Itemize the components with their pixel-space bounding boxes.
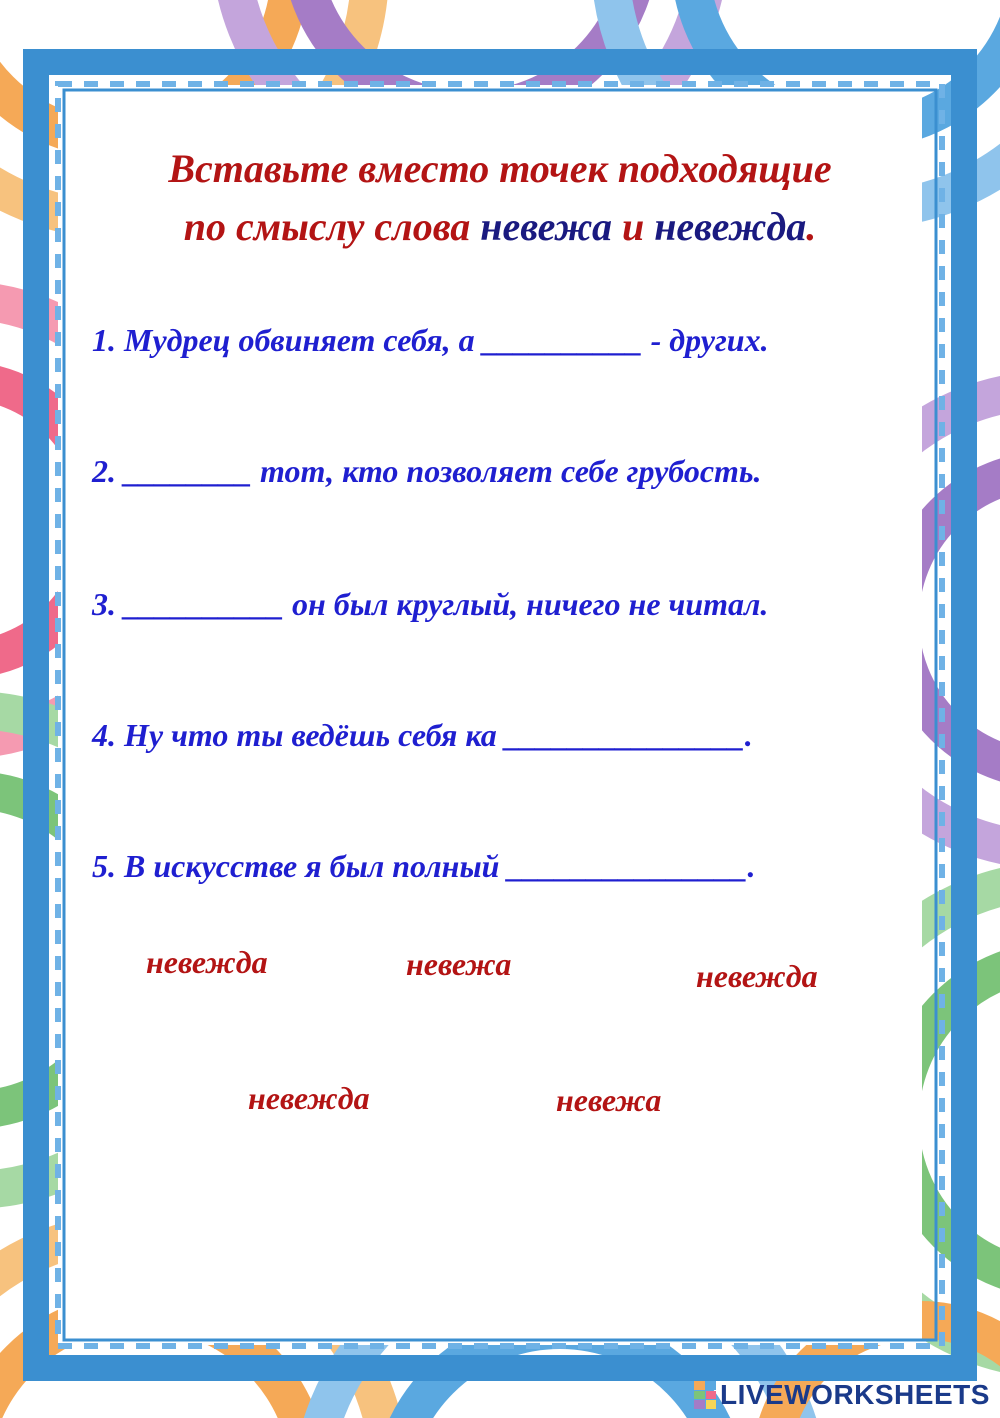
title-part: по смыслу слова xyxy=(183,204,481,249)
draggable-word[interactable]: невежа xyxy=(406,946,512,982)
sentence-5[interactable]: 5. В искусстве я был полный _______________. xyxy=(92,848,756,884)
logo-text: LIVEWORKSHEETS xyxy=(720,1379,990,1410)
liveworksheets-logo xyxy=(694,1378,990,1412)
sentence-4[interactable]: 4. Ну что ты ведёшь себя ка _______________. xyxy=(92,717,753,753)
draggable-word[interactable]: невежда xyxy=(696,958,818,994)
logo-mark-icon xyxy=(694,1381,716,1409)
draggable-word[interactable]: невежда xyxy=(146,944,268,980)
sentence-2[interactable]: 2. ________ тот, кто позволяет себе грубость. xyxy=(92,453,762,489)
draggable-word[interactable]: невежа xyxy=(556,1082,662,1118)
sentence-3[interactable]: 3. __________ он был круглый, ничего не читал. xyxy=(92,586,769,622)
worksheet-title xyxy=(80,140,920,256)
title-part: Вставьте вместо точек подходящие xyxy=(168,146,832,191)
draggable-word[interactable]: невежда xyxy=(248,1080,370,1116)
sentence-1[interactable]: 1. Мудрец обвиняет себя, а __________ - других. xyxy=(92,322,769,358)
worksheet-panel xyxy=(58,85,922,1345)
title-part: и xyxy=(611,204,655,249)
title-part: . xyxy=(806,204,817,249)
title-word-nevezhda: невежда xyxy=(654,204,807,249)
title-word-nevezha: невежа xyxy=(480,204,612,249)
